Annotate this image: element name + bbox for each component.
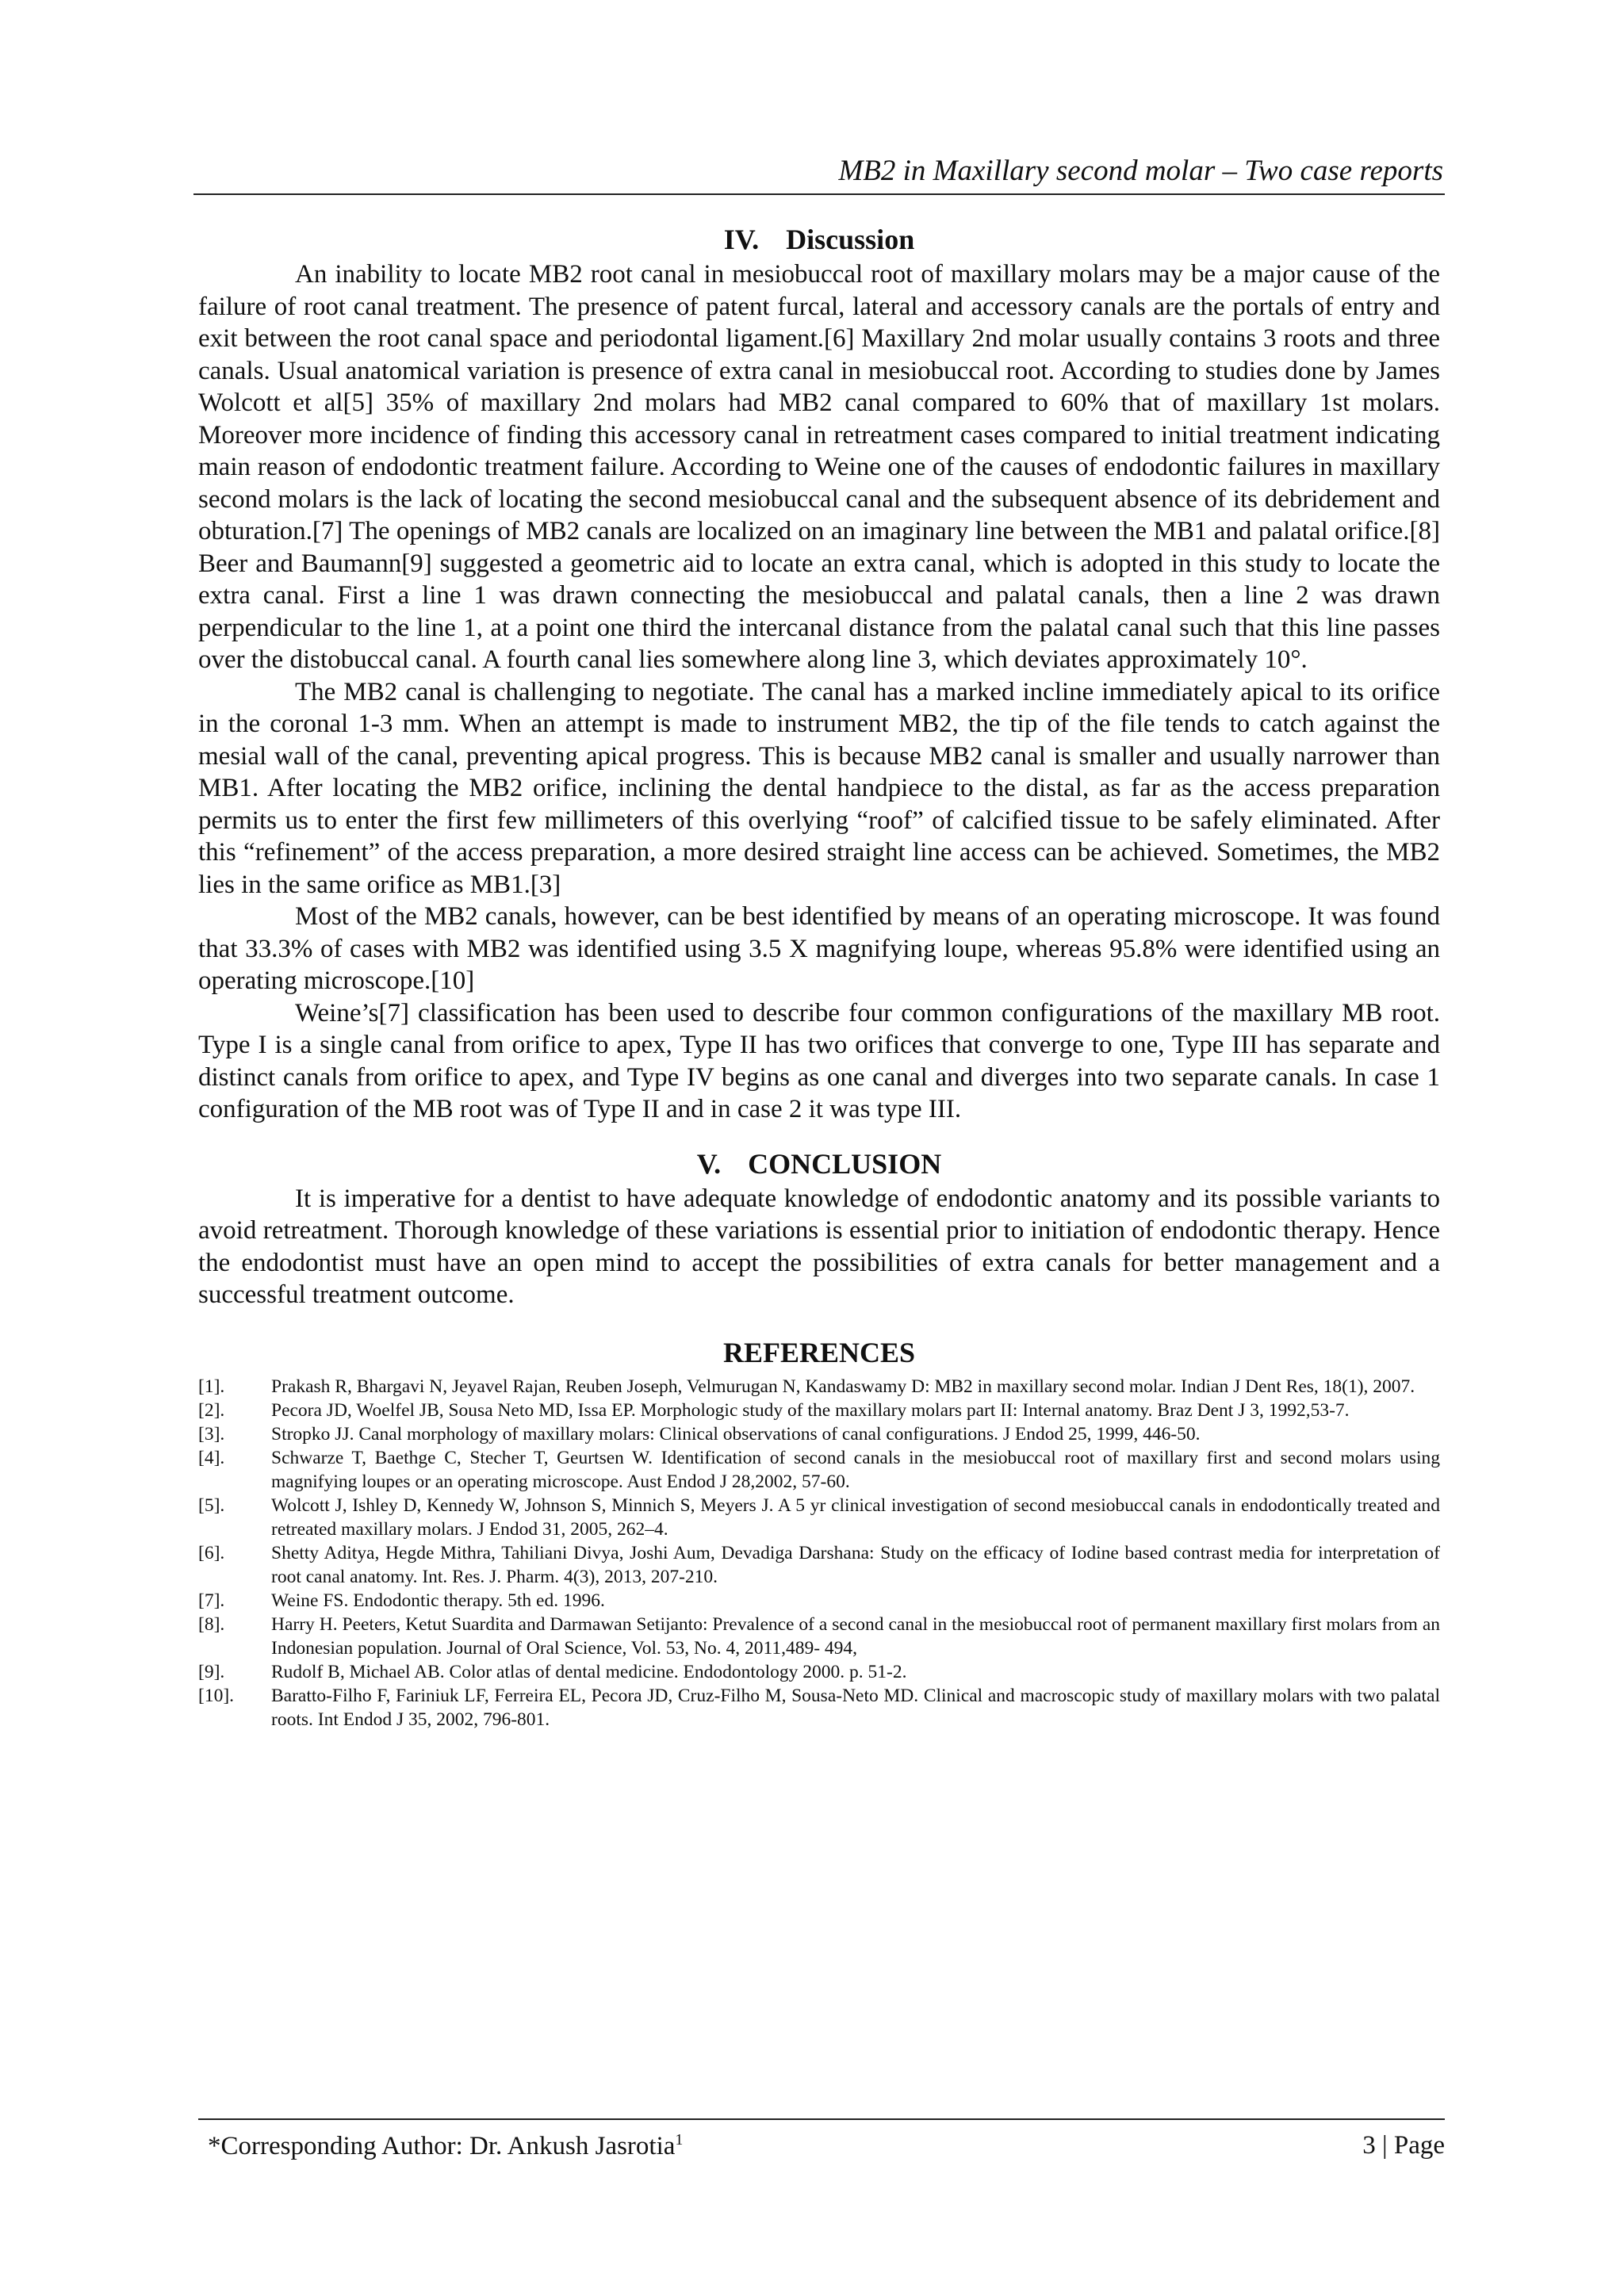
reference-text: Rudolf B, Michael AB. Color atlas of dental medicine. Endodontology 2000. p. 51-2. [271, 1661, 907, 1682]
reference-text: Wolcott J, Ishley D, Kennedy W, Johnson S, Minnich S, Meyers J. A 5 yr clinical investigation of second mesiobuccal canals in endodontically treated and retreated maxillary molars. J Endod 31, 2005, 262–4. [271, 1494, 1440, 1540]
reference-text: Shetty Aditya, Hegde Mithra, Tahiliani Divya, Joshi Aum, Devadiga Darshana: Study on the efficacy of Iodine based contrast media for interpretation of root canal anatomy. Int. Res. J. Pharm. 4(3), 2013, 207-210. [271, 1542, 1440, 1587]
reference-number: [3]. [198, 1423, 225, 1445]
reference-item [198, 1684, 1440, 1732]
reference-number: [4]. [198, 1447, 225, 1468]
reference-number: [10]. [198, 1685, 235, 1706]
reference-text: Pecora JD, Woelfel JB, Sousa Neto MD, Issa EP. Morphologic study of the maxillary molars part II: Internal anatomy. Braz Dent J 3, 1992,53-7. [271, 1399, 1350, 1421]
reference-number: [1]. [198, 1376, 225, 1397]
reference-number: [9]. [198, 1661, 225, 1682]
reference-text: Schwarze T, Baethge C, Stecher T, Geurtsen W. Identification of second canals in the mesiobuccal root of maxillary first and second molars using magnifying loupes or an operating microscope. Aust Endod J 28,2002, 57-60. [271, 1447, 1440, 1492]
running-header [193, 152, 1445, 195]
discussion-paragraph: The MB2 canal is challenging to negotiate. The canal has a marked incline immediately apical to its orifice in the coronal 1-3 mm. When an attempt is made to instrument MB2, the tip of the file tends to catch against the mesial wall of the canal, preventing apical progress. This is because MB2 canal is smaller and usually narrower than MB1. After locating the MB2 orifice, inclining the dental handpiece to the distal, as far as the access preparation permits us to enter the first few millimeters of this overlying “roof” of calcified tissue to be safely eliminated. After this “refinement” of the access preparation, a more desired straight line access can be achieved. Sometimes, the MB2 lies in the same orifice as MB1.[3] [198, 677, 1440, 899]
conclusion-paragraph: It is imperative for a dentist to have adequate knowledge of endodontic anatomy and its possible variants to avoid retreatment. Thorough knowledge of these variations is essential prior to initiation of endodontic therapy. Hence the endodontist must have an open mind to accept the possibilities of extra canals for better management and a successful treatment outcome. [198, 1184, 1440, 1309]
reference-item [198, 1494, 1440, 1541]
reference-number: [6]. [198, 1542, 225, 1563]
reference-number: [7]. [198, 1590, 225, 1611]
discussion-paragraph: An inability to locate MB2 root canal in mesiobuccal root of maxillary molars may be a major cause of the failure of root canal treatment. The presence of patent furcal, lateral and accessory canals are the portals of entry and exit between the root canal space and periodontal ligament.[6] Maxillary 2nd molar usually contains 3 roots and three canals. Usual anatomical variation is presence of extra canal in mesiobuccal root. According to studies done by James Wolcott et al[5] 35% of maxillary 2nd molars had MB2 canal compared to 60% that of maxillary 1st molars. Moreover more incidence of finding this accessory canal in retreatment cases compared to initial treatment indicating main reason of endodontic treatment failure. According to Weine one of the causes of endodontic failures in maxillary second molars is the lack of locating the second mesiobuccal canal and the subsequent absence of its debridement and obturation.[7] The openings of MB2 canals are localized on an imaginary line between the MB1 and palatal orifice.[8] Beer and Baumann[9] suggested a geometric aid to locate an extra canal, which is adopted in this study to locate the extra canal. First a line 1 was drawn connecting the mesiobuccal and palatal canals, then a line 2 was drawn perpendicular to the line 1, at a point one third the intercanal distance from the palatal canal such that this line passes over the distobuccal canal. A fourth canal lies somewhere along line 3, which deviates approximately 10°. [198, 260, 1440, 674]
discussion-heading [198, 220, 1440, 258]
conclusion-heading [198, 1145, 1440, 1183]
reference-item [198, 1589, 1440, 1613]
reference-text: Weine FS. Endodontic therapy. 5th ed. 1996. [271, 1590, 605, 1611]
reference-text: Harry H. Peeters, Ketut Suardita and Darmawan Setijanto: Prevalence of a second canal in the mesiobuccal root of permanent maxillary first molars from an Indonesian population. Journal of Oral Science, Vol. 53, No. 4, 2011,489- 494, [271, 1613, 1440, 1659]
conclusion-title: CONCLUSION [748, 1147, 942, 1180]
discussion-paragraph: Most of the MB2 canals, however, can be best identified by means of an operating microscope. It was found that 33.3% of cases with MB2 was identified using 3.5 X magnifying loupe, whereas 95.8% were identified using an operating microscope.[10] [198, 902, 1440, 995]
reference-number: [5]. [198, 1494, 225, 1516]
reference-item [198, 1541, 1440, 1589]
conclusion-number: V. [696, 1147, 722, 1180]
page-footer [198, 2118, 1445, 2168]
references-heading: REFERENCES [722, 1336, 916, 1368]
reference-item [198, 1613, 1440, 1660]
reference-item [198, 1399, 1440, 1422]
article-body [198, 220, 1440, 1732]
reference-text: Prakash R, Bhargavi N, Jeyavel Rajan, Reuben Joseph, Velmurugan N, Kandaswamy D: MB2 in maxillary second molar. Indian J Dent Res, 18(1), 2007. [271, 1376, 1415, 1397]
running-title: MB2 in Maxillary second molar – Two case reports [838, 155, 1443, 187]
reference-item [198, 1375, 1440, 1399]
references-list [198, 1375, 1440, 1732]
reference-item [198, 1422, 1440, 1446]
discussion-number: IV. [723, 224, 760, 255]
reference-number: [2]. [198, 1399, 225, 1421]
author-superscript: 1 [675, 2131, 684, 2149]
discussion-paragraph: Weine’s[7] classification has been used to describe four common configurations of the maxillary MB root. Type I is a single canal from orifice to apex, Type II has two orifices that converge to one, Type III has separate and distinct canals from orifice to apex, and Type IV begins as one canal and diverges into two separate canals. In case 1 configuration of the MB root was of Type II and in case 2 it was type III. [198, 998, 1440, 1123]
reference-item [198, 1446, 1440, 1494]
reference-item [198, 1660, 1440, 1684]
reference-text: Stropko JJ. Canal morphology of maxillary molars: Clinical observations of canal configurations. J Endod 25, 1999, 446-50. [271, 1423, 1201, 1445]
corresponding-author [208, 2131, 683, 2161]
page-number: 3 | Page [1362, 2131, 1445, 2160]
reference-text: Baratto-Filho F, Fariniuk LF, Ferreira EL, Pecora JD, Cruz-Filho M, Sousa-Neto MD. Clinical and macroscopic study of maxillary molars with two palatal roots. Int Endod J 35, 2002, 796-801. [271, 1685, 1440, 1730]
reference-number: [8]. [198, 1613, 225, 1635]
corresponding-author-text: *Corresponding Author: Dr. Ankush Jasrotia [208, 2132, 676, 2160]
discussion-title: Discussion [786, 224, 915, 255]
